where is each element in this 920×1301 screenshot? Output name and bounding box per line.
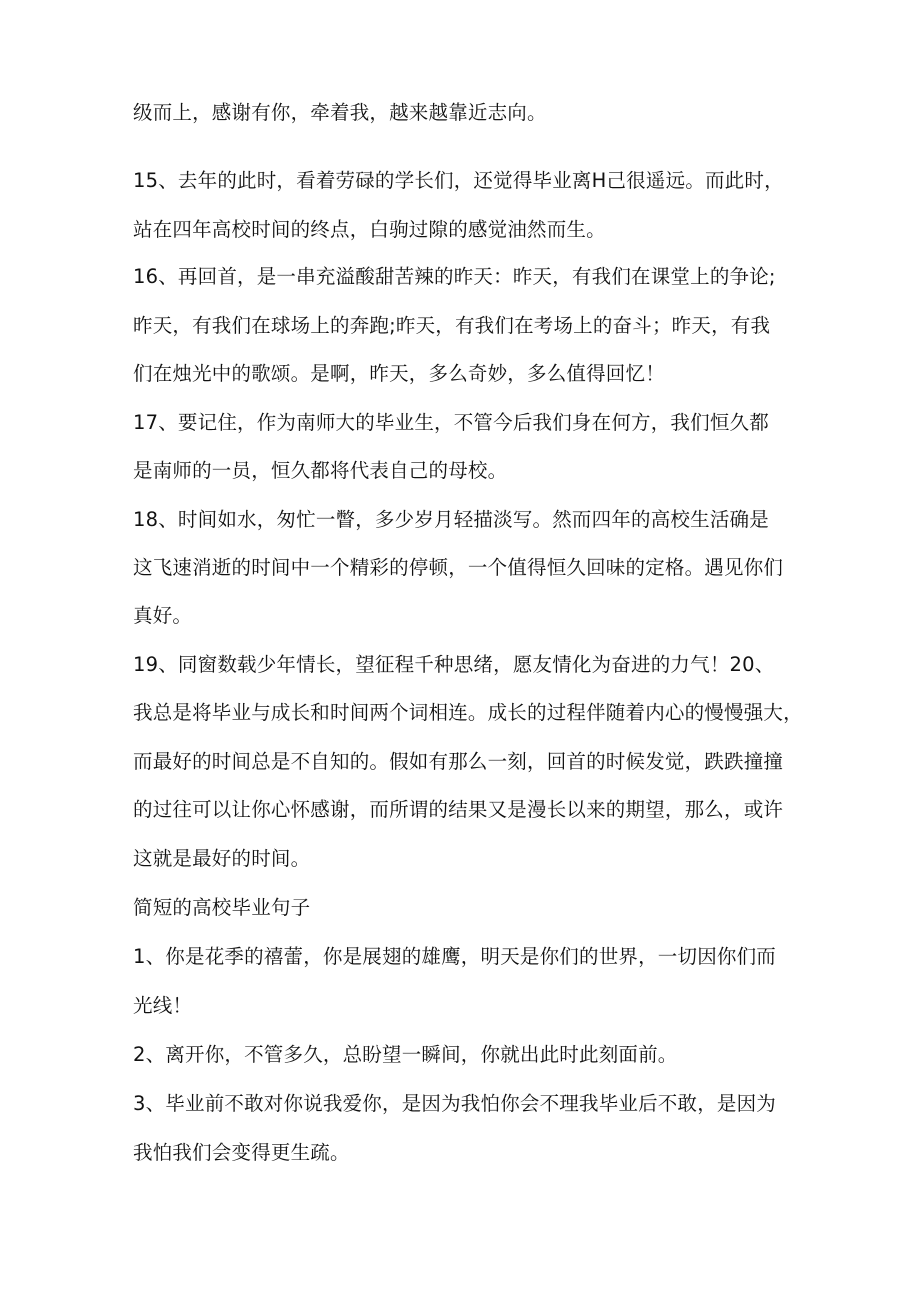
- text-line: 这飞速消逝的时间中一个精彩的停顿，一个值得恒久回味的定格。遇见你们: [133, 556, 784, 579]
- text-line: 光线！: [133, 994, 193, 1017]
- text-line: 3、毕业前不敢对你说我爱你，是因为我怕你会不理我毕业后不敢，是因为: [133, 1092, 777, 1115]
- text-line: 1、你是花季的禧蕾，你是展翅的雄鹰，明天是你们的世界，一切因你们而: [133, 945, 777, 968]
- text-line: 昨天，有我们在球场上的奔跑;昨天，有我们在考场上的奋斗；昨天，有我: [133, 314, 771, 337]
- section-heading: 简短的高校毕业句子: [133, 896, 311, 919]
- text-line: 2、离开你，不管多久，总盼望一瞬间，你就出此时此刻面前。: [133, 1043, 678, 1066]
- text-line: 级而上，感谢有你，牵着我，越来越靠近志向。: [133, 101, 547, 124]
- text-line: 站在四年高校时间的终点，白驹过隙的感觉油然而生。: [133, 218, 606, 241]
- text-line: 19、同窗数载少年情长，望征程千种思绪，愿友情化为奋进的力气！20、: [133, 653, 775, 676]
- text-line: 是南师的一员，恒久都将代表自己的母校。: [133, 459, 508, 482]
- text-line: 这就是最好的时间。: [133, 847, 311, 870]
- text-line: 16、再回首，是一串充溢酸甜苦辣的昨天：昨天，有我们在课堂上的争论;: [133, 265, 776, 288]
- text-line: 18、时间如水，匆忙一瞥，多少岁月轻描淡写。然而四年的高校生活确是: [133, 508, 769, 531]
- text-line: 我怕我们会变得更生疏。: [133, 1141, 350, 1164]
- text-line: 的过往可以让你心怀感谢，而所谓的结果又是漫长以来的期望，那么，或许: [133, 798, 784, 821]
- text-line: 15、去年的此时，看着劳碌的学长们，还觉得毕业离H己很遥远。而此时，: [133, 169, 784, 192]
- text-line: 们在烛光中的歌颂。是啊，昨天，多么奇妙，多么值得回忆！: [133, 362, 665, 385]
- text-line: 而最好的时间总是不自知的。假如有那么一刻，回首的时候发觉，跌跌撞撞: [133, 750, 784, 773]
- text-line: 17、要记住，作为南师大的毕业生，不管今后我们身在何方，我们恒久都: [133, 411, 769, 434]
- text-line: 我总是将毕业与成长和时间两个词相连。成长的过程伴随着内心的慢慢强大，: [133, 701, 803, 724]
- text-line: 真好。: [133, 604, 193, 627]
